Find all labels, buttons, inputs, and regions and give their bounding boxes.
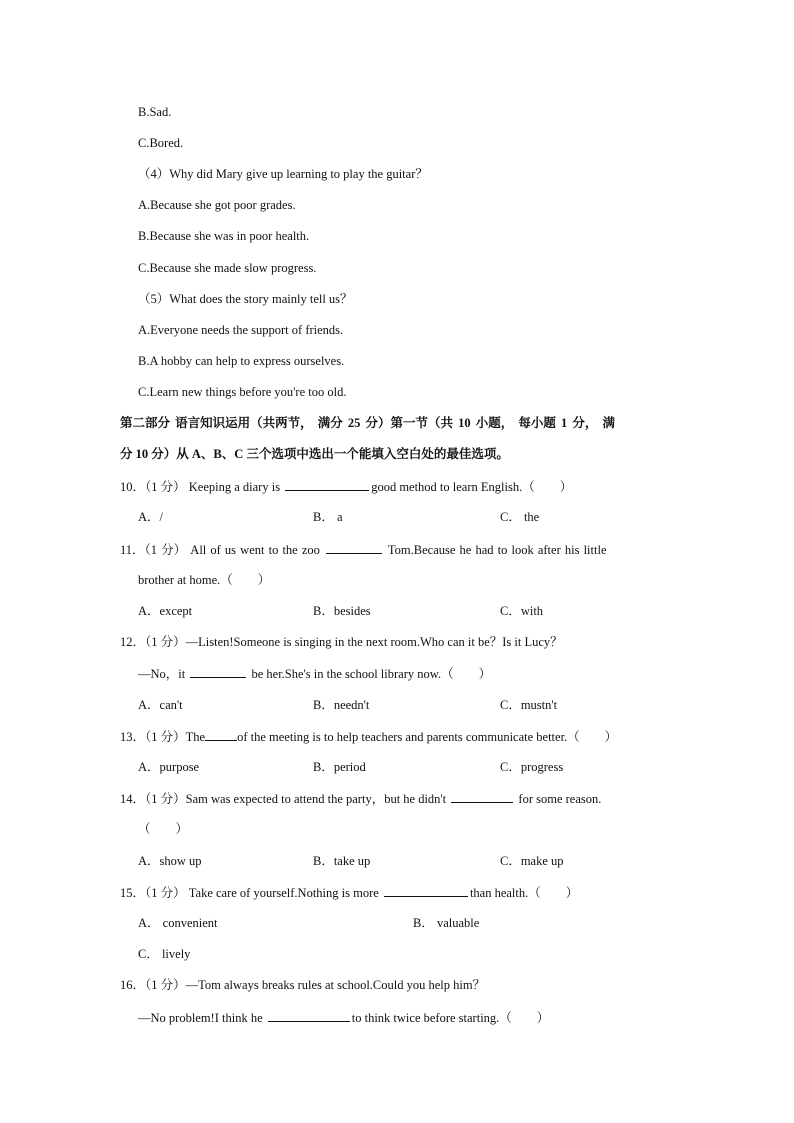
q11-number: 11．（1 分） xyxy=(120,543,187,557)
q16-reply xyxy=(138,1009,549,1026)
q12-reply xyxy=(138,665,491,682)
q13-option-c[interactable]: C．progress xyxy=(500,760,564,774)
q12-stem: —Listen!Someone is singing in the next room.Who can it be？Is it Lucy？ xyxy=(185,635,563,649)
q11-option-a[interactable]: A．except xyxy=(138,604,193,618)
q13-text-after: of the meeting is to help teachers and parents communicate better.（ ） xyxy=(237,730,618,744)
q16-stem: —Tom always breaks rules at school.Could you help him？ xyxy=(185,978,486,992)
q14-option-c[interactable]: C．make up xyxy=(500,854,564,868)
q15-option-a[interactable]: A． convenient xyxy=(138,916,218,930)
q14-text-after: for some reason. xyxy=(518,792,602,806)
q15-number: 15．（1 分） xyxy=(120,886,186,900)
q14-text-before: Sam was expected to attend the party，but he didn't xyxy=(185,792,447,806)
q11-line2: brother at home.（ ） xyxy=(138,573,271,587)
q14-number: 14．（1 分） xyxy=(120,792,186,806)
q10-text-after: good method to learn English.（ ） xyxy=(371,480,573,494)
q5-option-b: B.A hobby can help to express ourselves. xyxy=(138,354,345,368)
q14-answer-blank[interactable] xyxy=(451,790,513,803)
question-14 xyxy=(120,790,601,807)
q10-answer-blank[interactable] xyxy=(285,478,369,491)
q10-option-c[interactable]: C． the xyxy=(500,510,540,524)
q4-option-a: A.Because she got poor grades. xyxy=(138,198,296,212)
q12-option-a[interactable]: A．can't xyxy=(138,698,183,712)
prev-option-b: B.Sad. xyxy=(138,105,172,119)
q13-answer-blank[interactable] xyxy=(205,728,237,741)
q11-answer-blank[interactable] xyxy=(326,541,382,554)
q11-text-after: Tom.Because he had to look after his little xyxy=(387,543,607,557)
q15-text-before: Take care of yourself.Nothing is more xyxy=(188,886,379,900)
question-11 xyxy=(120,541,607,558)
q10-text-before: Keeping a diary is xyxy=(188,480,281,494)
q12-answer-blank[interactable] xyxy=(190,665,246,678)
q15-answer-blank[interactable] xyxy=(384,884,468,897)
q11-text-before: All of us went to the zoo xyxy=(190,543,320,557)
q12-reply-after: be her.She's in the school library now.（ ） xyxy=(251,667,492,681)
q13-text-before: The xyxy=(185,730,206,744)
q15-text-after: than health.（ ） xyxy=(469,886,579,900)
q14-line2: （ ） xyxy=(138,822,189,836)
question-12 xyxy=(120,634,563,650)
q13-option-b[interactable]: B．period xyxy=(313,760,366,774)
q16-number: 16．（1 分） xyxy=(120,978,186,992)
q16-reply-before: —No problem!I think he xyxy=(138,1011,263,1025)
q10-number: 10．（1 分） xyxy=(120,480,186,494)
section-heading-line1: 第二部分 语言知识运用（共两节， 满分 25 分）第一节（共 10 小题， 每小题 1 分， 满 xyxy=(120,416,616,430)
question-16 xyxy=(120,977,485,993)
q12-reply-before: —No，it xyxy=(138,667,186,681)
q4-option-c: C.Because she made slow progress. xyxy=(138,261,317,275)
q11-option-b[interactable]: B．besides xyxy=(313,604,371,618)
question-15 xyxy=(120,884,578,901)
q14-option-a[interactable]: A．show up xyxy=(138,854,202,868)
q16-reply-after: to think twice before starting.（ ） xyxy=(351,1011,550,1025)
question-10 xyxy=(120,478,572,495)
q4-option-b: B.Because she was in poor health. xyxy=(138,229,310,243)
prev-option-c: C.Bored. xyxy=(138,136,184,150)
q13-number: 13．（1 分） xyxy=(120,730,186,744)
question-13 xyxy=(120,728,617,745)
q12-option-c[interactable]: C．mustn't xyxy=(500,698,558,712)
q11-option-c[interactable]: C．with xyxy=(500,604,544,618)
q10-option-b[interactable]: B． a xyxy=(313,510,343,524)
q15-option-b[interactable]: B． valuable xyxy=(413,916,480,930)
q4-stem: （4）Why did Mary give up learning to play the guitar？ xyxy=(138,167,428,181)
q5-stem: （5）What does the story mainly tell us？ xyxy=(138,292,353,306)
q16-answer-blank[interactable] xyxy=(268,1009,350,1022)
q13-option-a[interactable]: A．purpose xyxy=(138,760,200,774)
q14-option-b[interactable]: B．take up xyxy=(313,854,371,868)
q12-option-b[interactable]: B．needn't xyxy=(313,698,370,712)
q10-option-a[interactable]: A．/ xyxy=(138,510,164,524)
q12-number: 12．（1 分） xyxy=(120,635,186,649)
q5-option-a: A.Everyone needs the support of friends. xyxy=(138,323,344,337)
q15-option-c[interactable]: C． lively xyxy=(138,947,191,961)
section-heading-line2: 分 10 分）从 A、B、C 三个选项中选出一个能填入空白处的最佳选项。 xyxy=(120,447,509,461)
q5-option-c: C.Learn new things before you're too old. xyxy=(138,385,347,399)
